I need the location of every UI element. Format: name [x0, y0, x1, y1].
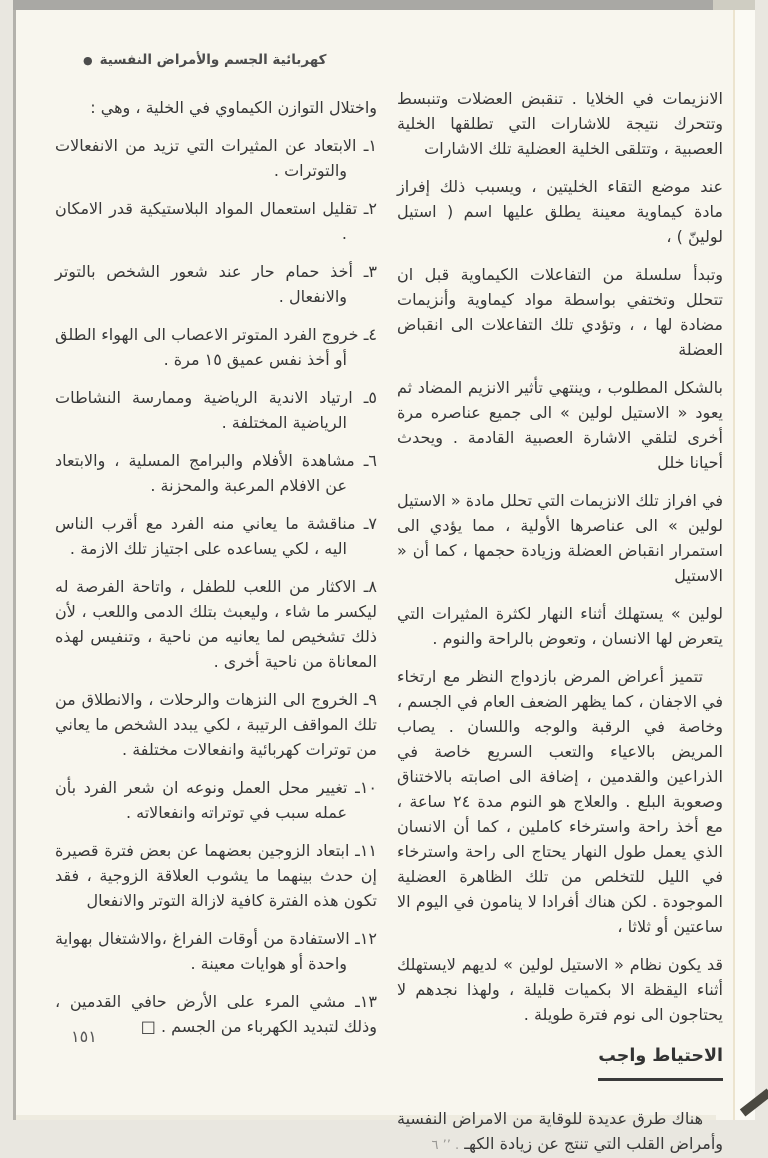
paragraph: الانزيمات في الخلايا . تنقبض العضلات وتنبسط وتتحرك نتيجة للاشارات التي تطلقها الخلية العصبية ، وتتلقى الخلية العضلية تلك الاشارات	[397, 89, 723, 158]
item-number: ٧ـ	[363, 514, 377, 533]
list-item: ١٢ـ الاستفادة من أوقات الفراغ ،والاشتغال بهواية واحدة أو هوايات معينة .	[55, 929, 377, 973]
cutoff-marks: . ٬٬ ٦	[431, 1138, 460, 1153]
item-number: ٤ـ	[363, 325, 378, 344]
list-item: ٤ـ خروج الفرد المتوتر الاعصاب الى الهواء الطلق أو أخذ نفس عميق ١٥ مرة .	[55, 325, 378, 369]
list-item: ٦ـ مشاهدة الأفلام والبرامج المسلية ، والابتعاد عن الافلام المرعبة والمحزنة .	[55, 451, 377, 495]
scan-top-band-light	[713, 0, 755, 10]
item-number: ٣ـ	[363, 262, 377, 281]
section-heading: الاحتياط واجب	[598, 1044, 723, 1081]
list-item: ٣ـ أخذ حمام حار عند شعور الشخص بالتوتر والانفعال .	[55, 262, 377, 306]
scanned-book-page	[13, 0, 755, 1153]
bullet-icon: ●	[83, 53, 93, 67]
paragraph: قد يكون نظام « الاستيل لولين » لديهم لايستهلك أثناء اليقظة الا بكميات قليلة ، ولهذا نجدهم لا يحتاجون الى نوم فترة طويلة .	[397, 955, 723, 1024]
item-number: ٢ـ	[363, 199, 377, 218]
item-number: ١١ـ	[355, 841, 378, 860]
running-head	[83, 52, 327, 68]
item-number: ١٣ـ	[355, 992, 377, 1011]
scan-left-edge	[13, 10, 16, 1120]
page-number: ١٥١	[71, 1027, 97, 1046]
item-number: ١ـ	[363, 136, 377, 155]
list-item: ١ـ الابتعاد عن المثيرات التي تزيد من الانفعالات والتوترات .	[55, 136, 377, 180]
list-item: ٨ـ الاكثار من اللعب للطفل ، واتاحة الفرصة له ليكسر ما شاء ، وليعبث بتلك الدمى واللعب ، لأن ذلك تشخيص لما يعانيه من ناحية ، وتنفيس لهذه المعاناة من ناحية أخرى .	[55, 577, 378, 671]
section-heading-wrap	[397, 1040, 723, 1093]
paragraph: عند موضع التقاء الخليتين ، ويسبب ذلك إفراز مادة كيماوية معينة يطلق عليها اسم ( استيل لولينّ ) ،	[397, 177, 723, 246]
left-column	[55, 95, 377, 1052]
item-number: ١٠ـ	[355, 778, 377, 797]
page-right-margin	[735, 10, 755, 1120]
list-item: ١١ـ ابتعاد الزوجين بعضهما عن بعض فترة قصيرة إن حدث بينهما ما يشوب العلاقة الزوجية ، فقد تكون هذه الفترة كافية لازالة التوتر والانفعال	[55, 841, 378, 910]
list-item: ٩ـ الخروج الى النزهات والرحلات ، والانطلاق من تلك المواقف الرتيبة ، لكي يبدد الشخص ما يعاني من توترات كهربائية وانفعالات مختلفة .	[55, 690, 377, 759]
page-edge-crease	[733, 10, 735, 1120]
paragraph: لولين » يستهلك أثناء النهار لكثرة المثيرات التي يتعرض لها الانسان ، وتعوض بالراحة والنوم .	[397, 604, 723, 648]
scan-top-band	[13, 0, 755, 10]
paragraph: تتميز أعراض المرض بازدواج النظر مع ارتخاء في الاجفان ، كما يظهر الضعف العام في الجسم ، وخاصة في الرقبة والوجه واللسان . يصاب المريض بالاعياء والتعب السريع خاصة في الذراعين والقدمين ، إضافة الى اصابته بالاختناق وصعوبة البلع . والعلاج هو النوم مدة ٢٤ ساعة ، مع أخذ راحة واسترخاء كاملين ، كما أن الانسان الذي يعمل طول النهار يحتاج الى راحة واسترخاء في الليل للتخلص من تلك الظاهرة العضلية الموجودة . لكن هناك أفرادا لا ينامون في اليوم الا ساعتين أو ثلاثا ،	[397, 667, 723, 936]
paragraph: وتبدأ سلسلة من التفاعلات الكيماوية قبل ان تتحلل وتختفي بواسطة مواد كيماوية وأنزيمات مضادة لها ، ، وتؤدي تلك التفاعلات الى انقباض العضلة	[397, 265, 723, 359]
item-number: ٥ـ	[363, 388, 377, 407]
right-column	[397, 86, 723, 1158]
item-number: ٨ـ	[363, 577, 378, 596]
paragraph: بالشكل المطلوب ، وينتهي تأثير الانزيم المضاد ثم يعود « الاستيل لولين » الى جميع عناصره مرة أخرى لتلقي الاشارة العصبية القادمة . ويحدث أحيانا خلل	[397, 378, 723, 472]
list-item: ٧ـ مناقشة ما يعاني منه الفرد مع أقرب الناس اليه ، لكي يساعده على اجتياز تلك الازمة .	[55, 514, 377, 558]
item-number: ٩ـ	[363, 690, 377, 709]
list-item: ١٠ـ تغيير محل العمل ونوعه ان شعر الفرد بأن عمله سبب في توتراته وانفعالاته .	[55, 778, 377, 822]
intro-line: واختلال التوازن الكيماوي في الخلية ، وهي :	[90, 98, 377, 117]
item-number: ١٢ـ	[355, 929, 377, 948]
closing-paragraph: هناك طرق عديدة للوقاية من الامراض النفسية وأمراض القلب التي تنتج عن زيادة الكهـ . ٬٬ ٦	[397, 1109, 723, 1153]
item-number: ٦ـ	[363, 451, 377, 470]
paragraph: في افراز تلك الانزيمات التي تحلل مادة « الاستيل لولين » الى عناصرها الأولية ، مما يؤدي الى استمرار انقباض العضلة وزيادة حجمها ، كما أن « الاستيل	[397, 491, 723, 585]
list-item: ١٣ـ مشي المرء على الأرض حافي القدمين ، وذلك لتبديد الكهرباء من الجسم . □	[55, 992, 377, 1036]
list-item: ٥ـ ارتياد الاندية الرياضية وممارسة النشاطات الرياضية المختلفة .	[55, 388, 377, 432]
list-item: ٢ـ تقليل استعمال المواد البلاستيكية قدر الامكان .	[55, 199, 377, 243]
chapter-title: كهربائية الجسم والأمراض النفسية	[99, 52, 327, 68]
